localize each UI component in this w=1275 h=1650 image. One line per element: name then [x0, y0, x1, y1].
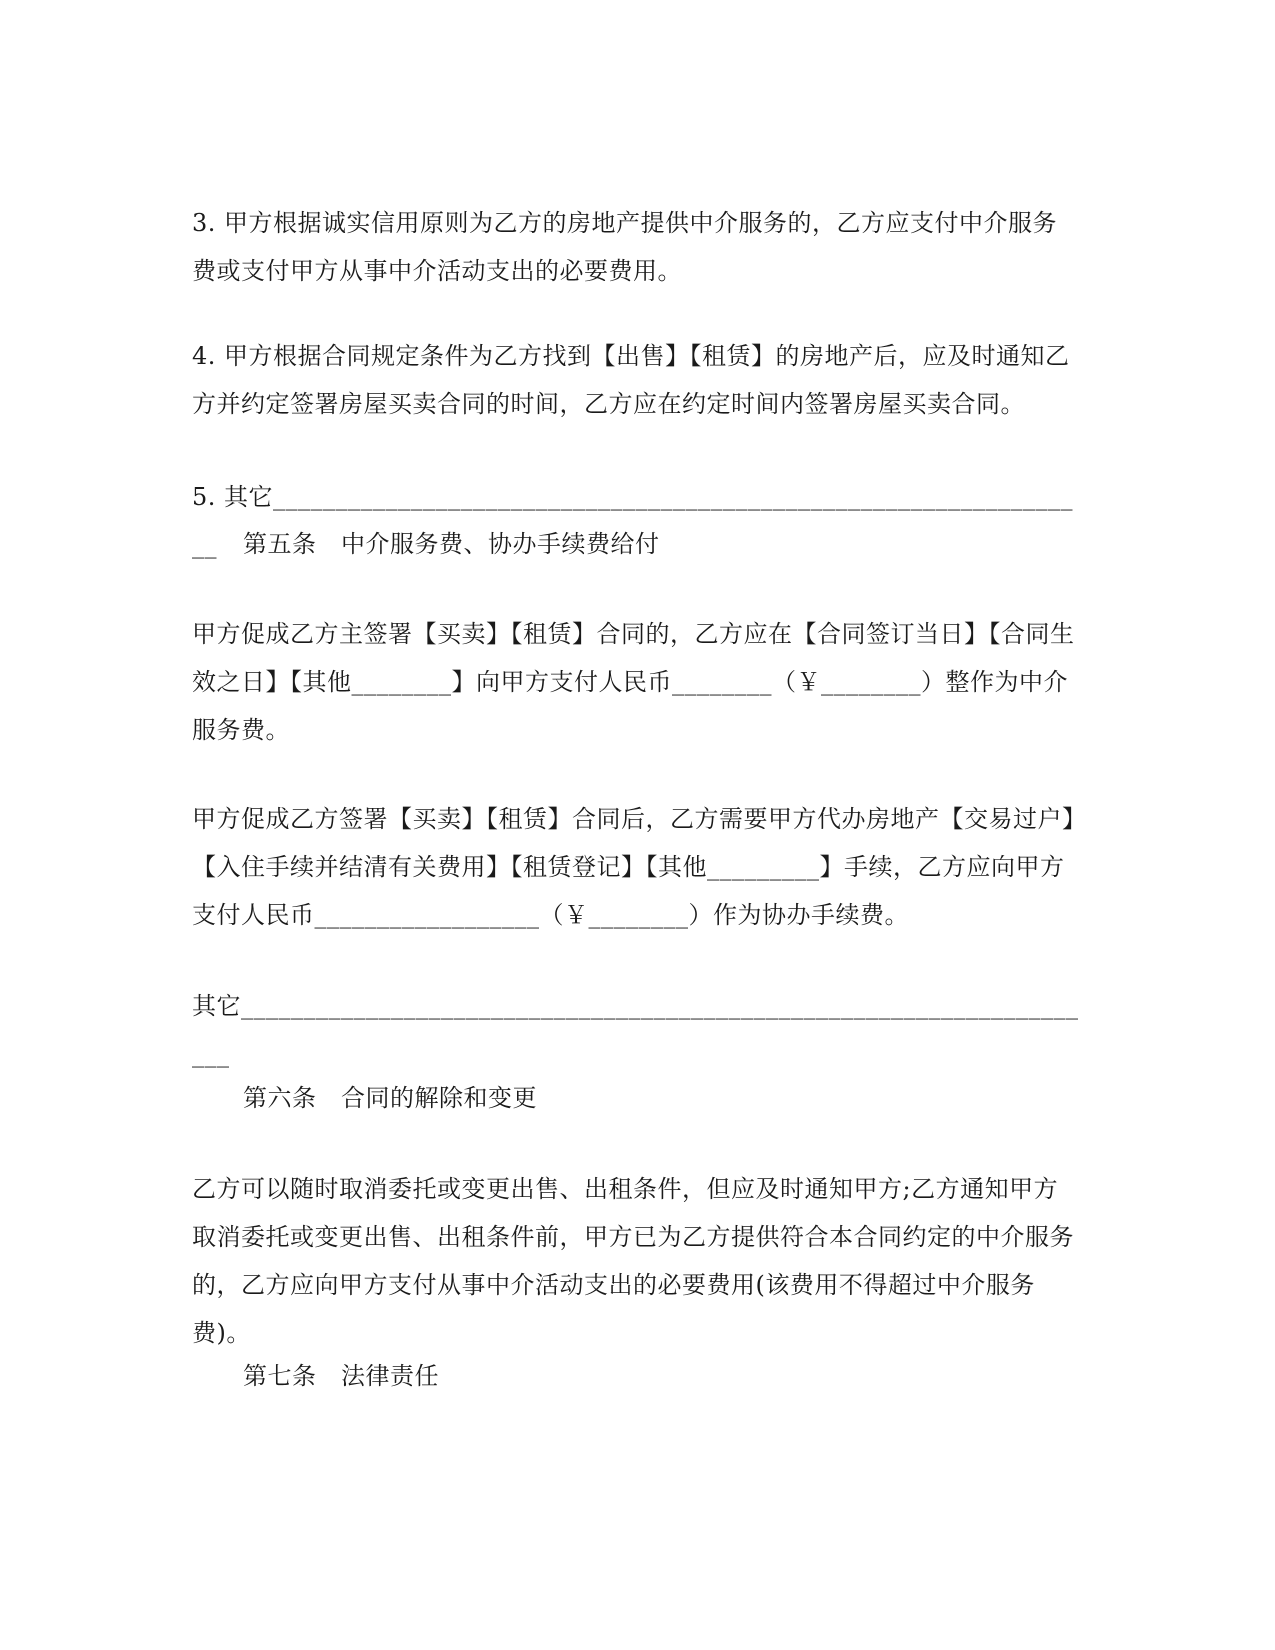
clause-3-paragraph: 3. 甲方根据诚实信用原则为乙方的房地产提供中介服务的，乙方应支付中介服务费或支付甲方从事中介活动支出的必要费用。	[192, 209, 1058, 285]
article-5-other-line: 其它______________________________________________________________________	[192, 992, 1079, 1068]
article-5-heading: 第五条 中介服务费、协办手续费给付	[243, 530, 660, 558]
clause-4-paragraph: 4. 甲方根据合同规定条件为乙方找到【出售】【租赁】的房地产后，应及时通知乙方并约定签署房屋买卖合同的时间，乙方应在约定时间内签署房屋买卖合同。	[192, 342, 1070, 418]
cancellation-paragraph: 乙方可以随时取消委托或变更出售、出租条件，但应及时通知甲方;乙方通知甲方取消委托或变更出售、出租条件前，甲方已为乙方提供符合本合同约定的中介服务的，乙方应向甲方支付从事中介活动支出的必要费用(该费用不得超过中介服务费)。	[192, 1175, 1074, 1347]
article-6-heading: 第六条 合同的解除和变更	[243, 1084, 537, 1112]
article-7-heading: 第七条 法律责任	[243, 1362, 439, 1390]
clause-5-other-line: 5. 其它__________________________________________________________________	[192, 483, 1074, 559]
handling-fee-paragraph: 甲方促成乙方签署【买卖】【租赁】合同后，乙方需要甲方代办房地产【交易过户】【入住手续并结清有关费用】【租赁登记】【其他_________】手续，乙方应向甲方支付人民币__________________（￥________）作为协办手续费。	[192, 805, 1075, 929]
service-fee-paragraph: 甲方促成乙方主签署【买卖】【租赁】合同的，乙方应在【合同签订当日】【合同生效之日】【其他________】向甲方支付人民币________（￥________）整作为中介服务费。	[192, 620, 1075, 744]
